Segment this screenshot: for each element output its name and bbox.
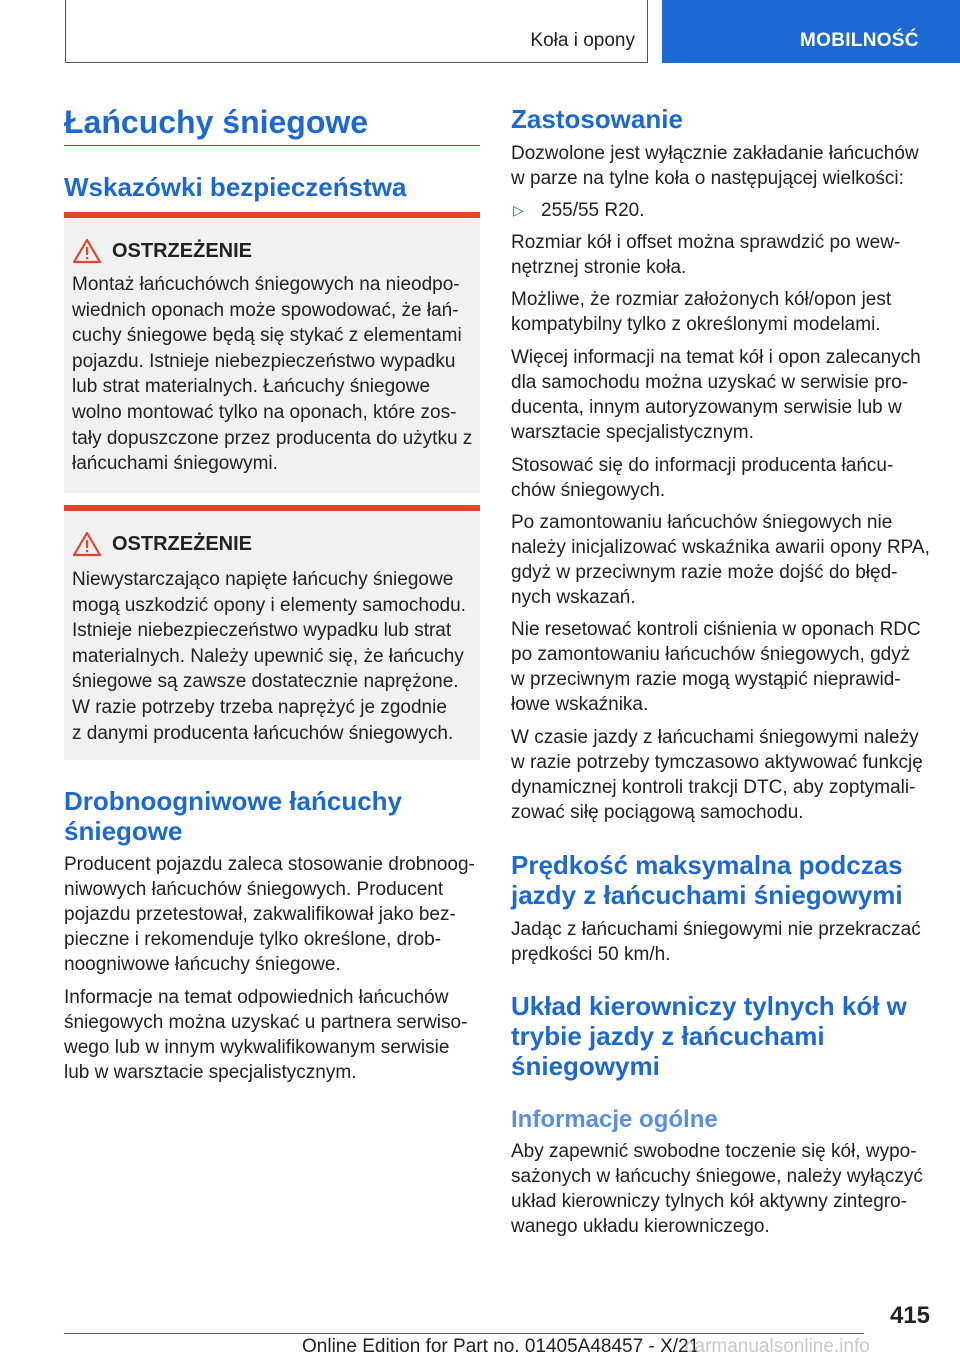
text-line: niwowych łańcuchów śniegowych. Producent bbox=[64, 879, 444, 900]
text-line: Producent pojazdu zaleca stosowanie drobnoog- bbox=[64, 854, 475, 875]
text-line: pojazdu przetestował, zakwalifikował jako bez- bbox=[64, 904, 456, 925]
text-line: chów śniegowych. bbox=[511, 480, 666, 501]
warning-text-1 bbox=[72, 272, 476, 477]
text-line: W czasie jazdy z łańcuchami śniegowymi należy bbox=[511, 727, 919, 748]
text-line: Stosować się do informacji producenta łańcu- bbox=[511, 455, 894, 476]
text-line: prędkości 50 km/h. bbox=[511, 944, 671, 965]
fine-chains-paragraph-2 bbox=[64, 985, 480, 1085]
usage-heading: Zastosowanie bbox=[511, 104, 683, 134]
text-line: dla samochodu można uzyskać w serwisie pro- bbox=[511, 372, 909, 393]
warning-label: OSTRZEŻENIE bbox=[112, 533, 253, 555]
edition-text: Online Edition for Part no. 01405A48457 - X/21 bbox=[302, 1336, 700, 1357]
text-line: sażonych w łańcuchy śniegowe, należy wyłączyć bbox=[511, 1166, 923, 1187]
usage-paragraph-1 bbox=[511, 141, 941, 191]
page-number: 415 bbox=[889, 1302, 930, 1329]
general-info-heading: Informacje ogólne bbox=[511, 1106, 718, 1133]
text-line: wiednich oponach może spowodować, że łań- bbox=[72, 299, 459, 321]
text-line: tały dopuszczone przez producenta do użytku z bbox=[72, 427, 473, 449]
text-line: śniegowych można uzyskać u partnera serwiso- bbox=[64, 1012, 468, 1033]
text-line: ducenta, innym autoryzowanym serwisie lub w bbox=[511, 397, 902, 418]
watermark-text: carmanualsonline.info bbox=[685, 1336, 870, 1357]
text-line: Montaż łańcuchówch śniegowych na nieodpo- bbox=[72, 274, 460, 295]
text-line: w przeciwnym razie mogą wystąpić nieprawid- bbox=[511, 669, 901, 690]
text-line: należy inicjalizować wskaźnika awarii opony RPA, bbox=[511, 537, 930, 558]
speed-paragraph bbox=[511, 917, 941, 967]
text-line: Więcej informacji na temat kół i opon zalecanych bbox=[511, 347, 921, 368]
text-line: Aby zapewnić swobodne toczenie się kół, wypo- bbox=[511, 1141, 917, 1162]
size-bullet bbox=[511, 198, 941, 223]
text-line: zować siłę pociągową samochodu. bbox=[511, 802, 804, 823]
header-chapter-box bbox=[65, 0, 648, 63]
speed-heading bbox=[511, 850, 941, 910]
usage-paragraph-2 bbox=[511, 230, 941, 280]
heading-line: Drobnoogniwowe łańcuchy bbox=[64, 786, 403, 816]
text-line: Po zamontowaniu łańcuchów śniegowych nie bbox=[511, 512, 893, 533]
text-line: kompatybilny tylko z określonymi modelami. bbox=[511, 314, 881, 335]
heading-line: śniegowymi bbox=[511, 1051, 660, 1081]
text-line: nych wskazań. bbox=[511, 587, 636, 608]
heading-line: śniegowe bbox=[64, 816, 183, 846]
usage-paragraph-4 bbox=[511, 345, 941, 445]
text-line: materialnych. Należy upewnić się, że łańcuchy bbox=[72, 645, 464, 667]
text-line: nętrznej stronie koła. bbox=[511, 257, 687, 278]
warning-label: OSTRZEŻENIE bbox=[112, 240, 253, 262]
text-line: pieczne i rekomenduje tylko określone, drob- bbox=[64, 929, 442, 950]
usage-paragraph-3 bbox=[511, 287, 941, 337]
warning-icon bbox=[72, 238, 102, 264]
text-line: łowe wskaźnika. bbox=[511, 694, 649, 715]
steering-heading bbox=[511, 991, 941, 1081]
header-section-tab bbox=[662, 0, 960, 63]
text-line: Informacje na temat odpowiednich łańcuchów bbox=[64, 987, 449, 1008]
bullet-triangle-icon: ▷ bbox=[513, 202, 524, 218]
text-line: śniegowe są zawsze dostatecznie naprężone. bbox=[72, 671, 459, 693]
text-line: dynamicznej kontroli trakcji DTC, aby zoptymali- bbox=[511, 777, 916, 798]
warning-text-2 bbox=[72, 567, 476, 746]
fine-chains-paragraph-1 bbox=[64, 852, 480, 977]
text-line: z danymi producenta łańcuchów śniegowych. bbox=[72, 722, 454, 744]
bullet-text: 255/55 R20. bbox=[541, 200, 645, 221]
text-line: pojazdu. Istnieje niebezpieczeństwo wypadku bbox=[72, 350, 456, 372]
text-line: wego lub w innym wykwalifikowanym serwisie bbox=[64, 1037, 450, 1058]
text-line: Jadąc z łańcuchami śniegowymi nie przekraczać bbox=[511, 919, 921, 940]
heading-line: Układ kierowniczy tylnych kół w bbox=[511, 991, 907, 1021]
heading-line: Prędkość maksymalna podczas bbox=[511, 850, 903, 880]
text-line: Dozwolone jest wyłącznie zakładanie łańcuchów bbox=[511, 143, 919, 164]
usage-paragraph-7 bbox=[511, 617, 941, 717]
fine-chains-heading bbox=[64, 786, 480, 846]
warning-box-2 bbox=[64, 505, 480, 760]
text-line: po zamontowaniu łańcuchów śniegowych, gdyż bbox=[511, 644, 911, 665]
text-line: w razie potrzeby tymczasowo aktywować funkcję bbox=[511, 752, 923, 773]
text-line: w parze na tylne koła o następującej wielkości: bbox=[511, 168, 904, 189]
text-line: wanego układu kierowniczego. bbox=[511, 1216, 770, 1237]
footer-rule bbox=[64, 1333, 864, 1334]
page-title: Łańcuchy śniegowe bbox=[64, 104, 369, 140]
heading-line: trybie jazdy z łańcuchami bbox=[511, 1021, 825, 1051]
text-line: gdyż w przeciwnym razie może dojść do błęd- bbox=[511, 562, 898, 583]
text-line: mogą uszkodzić opony i elementy samochodu. bbox=[72, 594, 466, 616]
text-line: lub strat materialnych. Łańcuchy śniegowe bbox=[72, 376, 431, 398]
warning-box-1 bbox=[64, 212, 480, 493]
warning-icon bbox=[72, 531, 102, 557]
text-line: warsztacie specjalistycznym. bbox=[511, 422, 754, 443]
text-line: Nie resetować kontroli ciśnienia w oponach RDC bbox=[511, 619, 921, 640]
header-chapter: Koła i opony bbox=[530, 30, 635, 51]
usage-paragraph-8 bbox=[511, 725, 941, 825]
text-line: cuchy śniegowe będą się stykać z elementami bbox=[72, 325, 462, 347]
usage-paragraph-5 bbox=[511, 453, 941, 503]
text-line: W razie potrzeby trzeba naprężyć je zgodnie bbox=[72, 696, 447, 718]
text-line: układ kierowniczy tylnych kół aktywny zintegro- bbox=[511, 1191, 907, 1212]
text-line: Rozmiar kół i offset można sprawdzić po wew- bbox=[511, 232, 901, 253]
header-section-label: MOBILNOŚĆ bbox=[800, 30, 919, 51]
text-line: łańcuchami śniegowymi. bbox=[72, 453, 278, 475]
text-line: Niewystarczająco napięte łańcuchy śniegowe bbox=[72, 569, 454, 590]
title-rule bbox=[64, 145, 480, 146]
text-line: lub w warsztacie specjalistycznym. bbox=[64, 1062, 357, 1083]
safety-heading: Wskazówki bezpieczeństwa bbox=[64, 172, 407, 202]
usage-paragraph-6 bbox=[511, 510, 941, 610]
text-line: wolno montować tylko na oponach, które zos- bbox=[72, 401, 457, 423]
text-line: Istnieje niebezpieczeństwo wypadku lub strat bbox=[72, 620, 452, 642]
text-line: noogniwowe łańcuchy śniegowe. bbox=[64, 954, 341, 975]
text-line: Możliwe, że rozmiar założonych kół/opon jest bbox=[511, 289, 892, 310]
general-info-paragraph bbox=[511, 1139, 941, 1239]
heading-line: jazdy z łańcuchami śniegowymi bbox=[511, 880, 903, 910]
